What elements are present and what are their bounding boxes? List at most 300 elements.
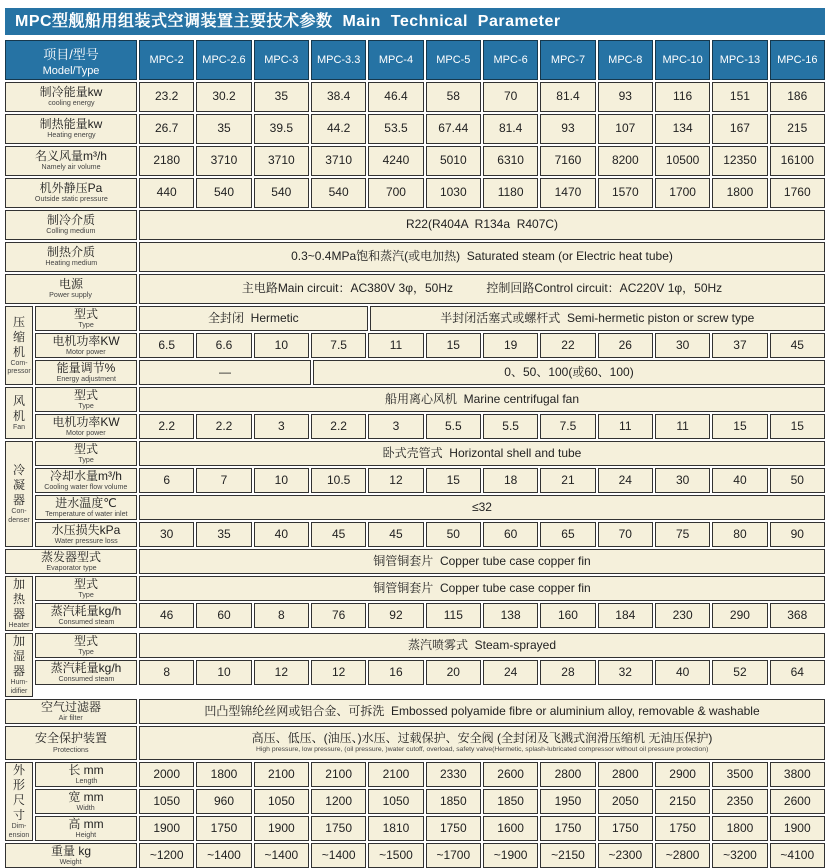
param-value: 11 — [619, 418, 632, 433]
param-cell — [254, 114, 309, 144]
param-value: 8 — [163, 665, 170, 680]
group-label-en: Fan — [12, 423, 26, 431]
param-value: 2600 — [783, 794, 811, 809]
page-title: MPC型舰船用组装式空调装置主要技术参数 Main Technical Parameter — [5, 8, 825, 35]
header-label-zh: 项目/型号 — [43, 46, 99, 62]
table-row — [35, 360, 825, 385]
param-value: 10500 — [665, 153, 700, 168]
param-value: 24 — [618, 472, 632, 487]
param-cell — [598, 468, 653, 493]
param-value: 6.5 — [158, 337, 175, 352]
group-label-zh-char: 寸 — [12, 808, 25, 823]
param-cell — [254, 843, 309, 868]
param-value: 半封闭活塞式或螺杆式 Semi-hermetic piston or screw type — [440, 310, 755, 325]
param-cell — [598, 843, 653, 868]
param-value: 15 — [733, 418, 747, 433]
param-cell — [139, 387, 825, 412]
param-value: 44.2 — [326, 121, 351, 136]
param-cell — [196, 114, 251, 144]
param-value: 5.5 — [502, 418, 519, 433]
param-value: 8 — [277, 607, 285, 622]
param-value: 76 — [331, 607, 346, 622]
param-cell — [139, 414, 194, 439]
param-value: 28 — [561, 665, 575, 680]
param-value: 45 — [331, 526, 346, 541]
param-cell — [540, 816, 595, 841]
param-cell — [139, 306, 368, 331]
param-cell — [598, 816, 653, 841]
table-row — [35, 495, 825, 520]
param-value: 1900 — [267, 821, 295, 836]
row-label — [35, 306, 137, 331]
row-label-en: Colling medium — [46, 226, 96, 236]
param-value: 12 — [331, 665, 346, 680]
param-value: 93 — [618, 89, 632, 104]
param-value: 10.5 — [326, 472, 351, 487]
param-value: 2000 — [153, 767, 181, 782]
param-cell — [770, 603, 825, 628]
param-cell — [196, 789, 251, 814]
param-value: 7 — [220, 472, 228, 487]
row-label-zh: 安全保护装置 — [34, 731, 107, 746]
table-row — [5, 699, 825, 724]
param-cell — [311, 468, 366, 493]
param-value: ~4100 — [780, 848, 815, 863]
row-label-en: Type — [78, 401, 94, 410]
param-value: 15 — [446, 337, 460, 352]
row-label-zh: 制冷介质 — [46, 213, 95, 228]
param-cell — [770, 333, 825, 358]
row-label-zh: 高 mm — [68, 816, 104, 831]
param-cell — [254, 178, 309, 208]
param-value: 11 — [676, 418, 689, 433]
row-label-en: Protections — [53, 744, 89, 754]
param-value: 1700 — [669, 185, 696, 200]
param-value: 6.6 — [215, 337, 233, 352]
param-value: 92 — [389, 607, 403, 622]
row-label-en: Cooling water flow volume — [44, 482, 128, 491]
row-label-en: Weight — [59, 857, 83, 866]
row-label-en: Type — [78, 320, 94, 329]
param-cell — [483, 333, 538, 358]
row-label-zh: 电机功率KW — [52, 333, 120, 348]
param-cell — [311, 414, 366, 439]
param-cell — [655, 762, 710, 787]
param-cell — [311, 114, 366, 144]
group-label-zh-char: 风 — [12, 393, 25, 408]
table-section — [5, 387, 825, 439]
model-header: MPC-8 — [598, 40, 653, 80]
parameters-table — [5, 40, 825, 868]
param-value: 45 — [389, 526, 403, 541]
table-row — [5, 843, 825, 868]
param-value: 70 — [503, 89, 518, 104]
group-label-zh-char: 凝 — [12, 478, 25, 493]
row-label — [5, 699, 137, 724]
param-cell — [483, 178, 538, 208]
param-cell — [196, 660, 251, 685]
param-cell — [139, 82, 194, 112]
table-row — [35, 633, 825, 658]
param-cell — [368, 762, 423, 787]
model-header: MPC-6 — [483, 40, 538, 80]
param-cell — [483, 82, 538, 112]
param-value: ~2300 — [608, 848, 643, 863]
param-cell — [483, 146, 538, 176]
param-cell — [311, 522, 366, 547]
param-cell — [196, 762, 251, 787]
row-label-en: Temperature of water inlet — [44, 509, 128, 518]
param-cell — [311, 762, 366, 787]
param-cell — [770, 762, 825, 787]
param-cell — [139, 633, 825, 658]
group-label — [5, 306, 33, 385]
param-value: 65 — [561, 526, 575, 541]
param-cell — [196, 468, 251, 493]
param-value: 10 — [274, 472, 288, 487]
row-label-en: Air filter — [58, 713, 84, 722]
table-header-row — [5, 40, 825, 80]
model-header: MPC-3 — [254, 40, 309, 80]
group-label-en: Hum- — [10, 679, 28, 687]
param-value: 26.7 — [154, 121, 179, 136]
param-cell — [770, 146, 825, 176]
param-cell — [426, 468, 481, 493]
param-cell — [483, 789, 538, 814]
section-rows — [5, 549, 825, 574]
row-label-zh: 型式 — [73, 306, 98, 321]
param-cell — [139, 333, 194, 358]
row-label-en: Motor power — [66, 428, 106, 437]
section-rows — [35, 633, 825, 697]
row-label-en: Type — [78, 647, 94, 657]
table-row — [5, 242, 825, 272]
param-value: 1900 — [153, 821, 181, 836]
row-label — [35, 576, 137, 601]
param-cell — [540, 603, 595, 628]
param-cell — [655, 114, 710, 144]
param-cell — [483, 522, 538, 547]
param-cell — [368, 178, 423, 208]
param-cell — [598, 82, 653, 112]
param-value: 35 — [217, 121, 231, 136]
param-value: 2100 — [267, 767, 295, 782]
param-cell — [712, 114, 767, 144]
group-label-en: idifier — [10, 687, 28, 695]
table-row — [35, 522, 825, 547]
row-label-en: Consumed steam — [58, 617, 114, 626]
group-label-en: ension — [8, 831, 30, 839]
param-value: 铜管铜套片 Copper tube case copper fin — [373, 580, 591, 595]
param-value: 1800 — [726, 821, 754, 836]
table-section — [5, 726, 825, 760]
row-label-zh: 机外静压Pa — [39, 181, 103, 196]
table-row — [5, 178, 825, 208]
param-value: 船用离心风机 Marine centrifugal fan — [384, 391, 580, 406]
param-value: 75 — [675, 526, 690, 541]
param-value: ~1500 — [379, 848, 413, 863]
row-label — [35, 495, 137, 520]
param-value: 7.5 — [330, 337, 347, 352]
table-row — [35, 762, 825, 787]
param-value: 1570 — [611, 185, 639, 200]
row-label — [5, 82, 137, 112]
param-cell — [770, 816, 825, 841]
param-value: 35 — [217, 526, 231, 541]
param-cell — [139, 468, 194, 493]
param-cell — [254, 146, 309, 176]
row-label-en: Type — [78, 455, 94, 464]
param-value: 290 — [729, 607, 750, 622]
param-cell — [655, 603, 710, 628]
row-label — [35, 333, 137, 358]
model-header: MPC-5 — [426, 40, 481, 80]
param-cell — [770, 178, 825, 208]
param-value: 52 — [733, 665, 747, 680]
table-row — [5, 274, 825, 304]
group-label-zh-char: 冷 — [12, 463, 25, 478]
param-value: 700 — [385, 185, 406, 200]
group-label-en: Dim- — [11, 823, 27, 831]
group-label-zh-char: 加 — [12, 577, 25, 591]
param-cell — [655, 82, 710, 112]
param-value: 1750 — [669, 821, 696, 836]
param-cell — [426, 414, 481, 439]
param-cell — [770, 843, 825, 868]
section-rows — [5, 82, 825, 304]
param-value: 2350 — [726, 794, 754, 809]
section-rows — [35, 762, 825, 841]
group-label-zh-char: 外 — [12, 763, 25, 778]
param-cell — [139, 210, 825, 240]
row-label — [35, 633, 137, 658]
row-label-en: Motor power — [66, 347, 106, 356]
table-row — [5, 146, 825, 176]
param-cell — [770, 114, 825, 144]
param-value: ~1900 — [493, 848, 528, 863]
table-section — [5, 549, 825, 574]
param-value: 26 — [618, 337, 632, 352]
param-cell — [598, 414, 653, 439]
param-value: 5.5 — [444, 418, 462, 433]
param-value: 3710 — [210, 153, 238, 168]
param-cell — [139, 495, 825, 520]
param-value: 53.5 — [384, 121, 408, 136]
param-value: 16 — [389, 665, 403, 680]
param-value: ~1200 — [149, 848, 184, 863]
param-value: 160 — [557, 607, 578, 622]
param-cell — [139, 178, 194, 208]
param-value: 60 — [503, 526, 518, 541]
table-section — [5, 576, 825, 631]
param-value: 107 — [615, 121, 636, 136]
table-row — [5, 82, 825, 112]
model-header: MPC-4 — [368, 40, 423, 80]
param-cell — [139, 522, 194, 547]
param-value: 主电路Main circuit：AC380V 3φ，50Hz 控制回路Control circuit：AC220V 1φ，50Hz — [241, 281, 723, 296]
param-value: 8200 — [611, 153, 639, 168]
section-rows — [35, 387, 825, 439]
table-row — [35, 306, 825, 331]
param-cell — [598, 146, 653, 176]
param-value: 960 — [213, 794, 234, 809]
group-label-en: Com- — [10, 359, 28, 367]
param-value: 11 — [389, 337, 403, 352]
param-cell — [426, 82, 481, 112]
table-row — [5, 726, 825, 760]
param-cell — [196, 522, 251, 547]
param-value: 230 — [672, 607, 693, 622]
param-cell — [426, 843, 481, 868]
param-value: 15 — [790, 418, 804, 433]
row-label-zh: 冷却水量m³/h — [49, 468, 122, 483]
row-label-zh: 能量调节% — [56, 360, 116, 375]
param-value: 116 — [673, 89, 693, 104]
row-label-zh: 蒸汽耗量kg/h — [50, 603, 122, 618]
group-label — [5, 387, 33, 439]
param-cell — [712, 762, 767, 787]
row-label-zh: 制冷能量kw — [39, 85, 103, 100]
row-label-en: Evaporator type — [45, 563, 97, 572]
row-label — [35, 468, 137, 493]
param-cell — [426, 522, 481, 547]
param-cell — [139, 762, 194, 787]
row-label-en: cooling energy — [47, 98, 95, 108]
section-rows — [35, 441, 825, 547]
row-label-zh: 空气过滤器 — [40, 699, 101, 714]
param-cell — [368, 522, 423, 547]
param-value: 2150 — [669, 794, 696, 809]
param-cell — [712, 816, 767, 841]
param-value: 1900 — [783, 821, 811, 836]
param-value: 70 — [618, 526, 632, 541]
row-label — [35, 360, 137, 385]
param-value: 37 — [733, 337, 747, 352]
param-value: 1750 — [210, 821, 238, 836]
param-value: 20 — [446, 665, 460, 680]
param-cell — [139, 146, 194, 176]
section-rows — [35, 306, 825, 385]
param-cell — [770, 468, 825, 493]
param-value: 卧式壳管式 Horizontal shell and tube — [382, 445, 582, 460]
param-value: ~2800 — [665, 848, 700, 863]
param-value: 铜管铜套片 Copper tube case copper fin — [373, 553, 591, 568]
table-row — [35, 576, 825, 601]
param-cell — [598, 762, 653, 787]
row-label-zh: 名义风量m³/h — [34, 149, 107, 164]
param-value: 151 — [729, 89, 750, 104]
param-value: 81.4 — [556, 89, 580, 104]
param-value: 67.44 — [438, 121, 469, 136]
param-value: 2800 — [554, 767, 582, 782]
param-value: 6310 — [497, 153, 524, 168]
param-cell — [139, 274, 825, 304]
param-cell — [254, 660, 309, 685]
group-label-zh-char: 器 — [12, 664, 25, 679]
param-value: — — [219, 364, 231, 379]
param-cell — [139, 603, 194, 628]
param-cell — [254, 816, 309, 841]
param-cell — [196, 816, 251, 841]
param-cell — [770, 414, 825, 439]
param-cell — [540, 114, 595, 144]
param-cell — [598, 603, 653, 628]
param-value: 2600 — [497, 767, 524, 782]
param-value: 1850 — [497, 794, 524, 809]
param-value: 2180 — [153, 153, 181, 168]
param-cell — [368, 114, 423, 144]
param-cell — [426, 816, 481, 841]
param-cell — [655, 333, 710, 358]
param-value: 81.4 — [498, 121, 523, 136]
param-cell — [712, 603, 767, 628]
row-label-zh: 水压损失kPa — [51, 522, 121, 537]
row-label-zh: 电源 — [58, 277, 83, 292]
param-cell — [368, 843, 423, 868]
param-cell — [598, 522, 653, 547]
param-value: 134 — [672, 121, 693, 136]
param-cell — [311, 333, 366, 358]
param-value: 540 — [213, 185, 234, 200]
param-cell — [540, 789, 595, 814]
param-value: 21 — [561, 472, 575, 487]
param-value: ~1400 — [321, 848, 356, 863]
param-cell — [368, 82, 423, 112]
param-value: 0.3~0.4MPa饱和蒸汽(或电加热) Saturated steam (or Electric heat tube) — [291, 249, 673, 264]
param-value: 35 — [274, 89, 288, 104]
param-cell — [196, 333, 251, 358]
param-value: 540 — [328, 185, 349, 200]
table-section — [5, 843, 825, 868]
param-value: 50 — [790, 472, 804, 487]
param-cell — [196, 82, 251, 112]
group-label-zh-char: 热 — [12, 592, 25, 606]
table-row — [35, 816, 825, 841]
param-cell — [370, 306, 825, 331]
param-value: 167 — [729, 121, 750, 136]
row-label-en: Outside static pressure — [34, 194, 108, 204]
param-cell — [426, 146, 481, 176]
row-label — [35, 441, 137, 466]
param-value: 93 — [561, 121, 575, 136]
param-cell — [368, 333, 423, 358]
param-value: 2330 — [439, 767, 467, 782]
param-cell — [712, 468, 767, 493]
param-cell — [426, 114, 481, 144]
param-value: 1470 — [554, 185, 582, 200]
param-cell — [139, 360, 311, 385]
group-label — [5, 441, 33, 547]
param-cell — [540, 414, 595, 439]
param-cell — [598, 114, 653, 144]
header-model-type-cell — [5, 40, 137, 80]
param-cell — [712, 333, 767, 358]
param-value-sub: High pressure, low pressure, (oil pressure, )water cutoff, overload, safety valve(Hermetic, splash-lubricated compressor without oil pressure protection) — [255, 746, 709, 753]
param-value: 115 — [443, 607, 463, 622]
param-cell — [770, 82, 825, 112]
param-value: 1050 — [153, 794, 181, 809]
param-value: 30 — [675, 472, 690, 487]
param-cell — [540, 146, 595, 176]
param-value: 1750 — [325, 821, 352, 836]
param-cell — [311, 789, 366, 814]
param-value: 45 — [790, 337, 804, 352]
group-label-en: Heater — [8, 622, 30, 629]
param-value: R22(R404A R134a R407C) — [405, 217, 559, 232]
param-cell — [770, 660, 825, 685]
param-value: 1950 — [554, 794, 582, 809]
param-cell — [540, 468, 595, 493]
